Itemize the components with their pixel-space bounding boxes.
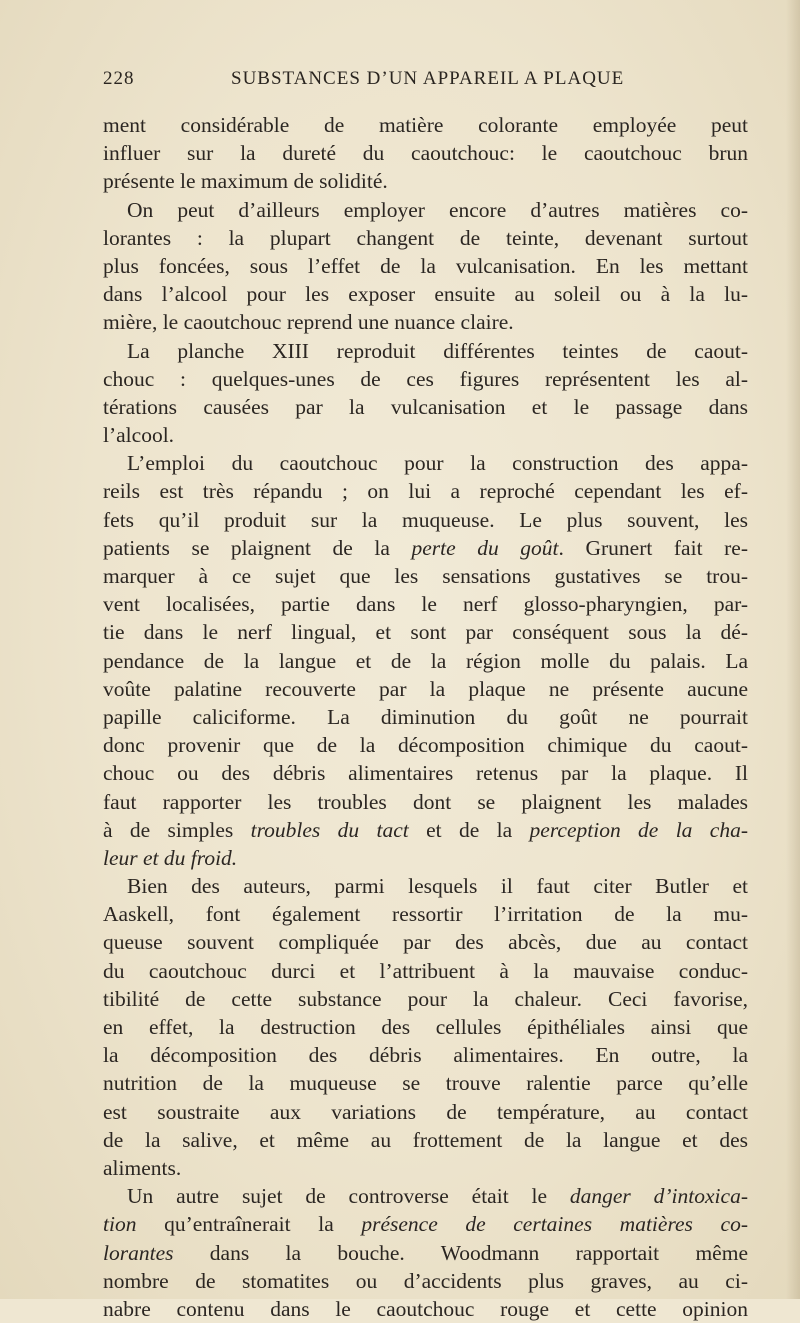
- text-line: [103, 421, 748, 449]
- text-segment: chouc : quelques-unes de ces figures représentent les al-: [103, 366, 748, 391]
- italic-text: perte du goût: [411, 535, 559, 560]
- text-line: [103, 477, 748, 505]
- text-line: [103, 393, 748, 421]
- text-line: [103, 252, 748, 280]
- text-line: [103, 928, 748, 956]
- text-line: [103, 731, 748, 759]
- text-segment: marquer à ce sujet que les sensations gustatives se trou-: [103, 564, 748, 588]
- text-segment: nombre de stomatites ou d’accidents plus graves, au ci-: [103, 1268, 748, 1293]
- page-edge-shadow: [786, 0, 800, 1299]
- text-line: [103, 1126, 748, 1154]
- text-line: [103, 590, 748, 618]
- text-line: [103, 1098, 748, 1126]
- text-line: [103, 1267, 748, 1295]
- text-line: [103, 1069, 748, 1097]
- text-segment: La planche XIII reproduit différentes teintes de caout-: [127, 338, 748, 363]
- italic-text: perception de la cha-: [529, 817, 748, 842]
- italic-text: danger d’intoxica-: [569, 1184, 748, 1209]
- text-segment: Bien des auteurs, parmi lesquels il faut citer Butler et: [127, 874, 748, 899]
- text-segment: qu’entraînerait la: [136, 1212, 362, 1237]
- text-segment: chouc ou des débris alimentaires retenus par la plaque. Il: [103, 761, 748, 786]
- text-segment: On peut d’ailleurs employer encore d’autres matières co-: [127, 197, 748, 222]
- body-text: [103, 111, 748, 1323]
- text-segment: mière, le caoutchouc reprend une nuance claire.: [103, 310, 514, 335]
- text-segment: du caoutchouc durci et l’attribuent à la mauvaise conduc-: [103, 958, 748, 983]
- text-line: [103, 111, 748, 139]
- text-segment: L’emploi du caoutchouc pour la construction des appa-: [127, 451, 748, 476]
- text-segment: reils est très répandu ; on lui a reproché cependant les ef-: [103, 479, 748, 504]
- text-line: [103, 816, 748, 844]
- italic-text: leur et du froid.: [103, 845, 238, 870]
- italic-text: troubles du tact: [250, 817, 409, 842]
- text-line: [103, 957, 748, 985]
- text-segment: est soustraite aux variations de température, au contact: [103, 1099, 748, 1124]
- text-line: [103, 1210, 748, 1238]
- text-segment: Aaskell, font également ressortir l’irritation de la mu-: [103, 902, 748, 927]
- text-line: [103, 365, 748, 393]
- text-line: [103, 1182, 748, 1210]
- text-segment: nabre contenu dans le caoutchouc rouge et cette opinion: [103, 1296, 748, 1321]
- text-line: [103, 196, 748, 224]
- text-segment: dans l’alcool pour les exposer ensuite au soleil ou à la lu-: [103, 282, 748, 307]
- text-segment: patients se plaignent de la: [103, 535, 412, 560]
- text-line: [103, 224, 748, 252]
- text-segment: pendance de la langue et de la région molle du palais. La: [103, 648, 748, 673]
- text-segment: aliments.: [103, 1155, 182, 1180]
- text-line: [103, 337, 748, 365]
- text-segment: vent localisées, partie dans le nerf glosso-pharyngien, par-: [103, 592, 748, 617]
- text-segment: voûte palatine recouverte par la plaque ne présente aucune: [103, 676, 748, 701]
- text-segment: plus foncées, sous l’effet de la vulcanisation. En les mettant: [103, 253, 748, 278]
- text-segment: fets qu’il produit sur la muqueuse. Le plus souvent, les: [103, 507, 748, 532]
- italic-text: présence de certaines matières co-: [361, 1212, 748, 1237]
- text-line: [103, 844, 748, 872]
- text-segment: . Grunert fait re-: [558, 535, 748, 560]
- text-line: [103, 534, 748, 562]
- text-line: [103, 1041, 748, 1069]
- italic-text: tion: [103, 1212, 137, 1237]
- text-segment: tie dans le nerf lingual, et sont par conséquent sous la dé-: [103, 620, 748, 645]
- text-line: [103, 449, 748, 477]
- text-segment: en effet, la destruction des cellules épithéliales ainsi que: [103, 1015, 748, 1039]
- text-line: [103, 759, 748, 787]
- text-line: [103, 872, 748, 900]
- text-segment: tibilité de cette substance pour la chaleur. Ceci favorise,: [103, 986, 748, 1011]
- text-segment: nutrition de la muqueuse se trouve ralentie parce qu’elle: [103, 1071, 748, 1096]
- text-segment: et de la: [408, 817, 530, 842]
- text-line: [103, 900, 748, 928]
- text-line: [103, 1013, 748, 1041]
- text-line: [103, 562, 748, 590]
- text-segment: influer sur la dureté du caoutchouc: le caoutchouc brun: [103, 141, 748, 166]
- text-segment: présente le maximum de solidité.: [103, 169, 388, 194]
- text-segment: la décomposition des débris alimentaires. En outre, la: [103, 1043, 748, 1068]
- text-line: [103, 139, 748, 167]
- italic-text: lorantes: [103, 1240, 174, 1265]
- text-segment: l’alcool.: [103, 423, 175, 448]
- text-line: [103, 167, 748, 195]
- running-head: [103, 68, 718, 98]
- text-segment: papille caliciforme. La diminution du goût ne pourrait: [103, 704, 748, 729]
- text-line: [103, 506, 748, 534]
- text-segment: de la salive, et même au frottement de la langue et des: [103, 1127, 748, 1152]
- running-title: SUBSTANCES D’UN APPAREIL A PLAQUE: [231, 68, 625, 89]
- text-line: [103, 788, 748, 816]
- text-segment: queuse souvent compliquée par des abcès, due au contact: [103, 930, 748, 955]
- text-segment: ment considérable de matière colorante employée peut: [103, 113, 748, 137]
- text-line: [103, 985, 748, 1013]
- text-line: [103, 1239, 748, 1267]
- text-segment: à de simples: [103, 817, 251, 842]
- text-line: [103, 308, 748, 336]
- text-line: [103, 647, 748, 675]
- text-line: [103, 675, 748, 703]
- text-segment: lorantes : la plupart changent de teinte, devenant surtout: [103, 225, 748, 250]
- text-line: [103, 280, 748, 308]
- text-line: [103, 1154, 748, 1182]
- page-number: 228: [103, 68, 135, 89]
- text-segment: faut rapporter les troubles dont se plaignent les malades: [103, 789, 748, 814]
- text-segment: térations causées par la vulcanisation et le passage dans: [103, 394, 748, 419]
- text-line: [103, 618, 748, 646]
- text-line: [103, 1295, 748, 1323]
- text-segment: donc provenir que de la décomposition chimique du caout-: [103, 733, 748, 758]
- text-line: [103, 703, 748, 731]
- text-segment: dans la bouche. Woodmann rapportait même: [173, 1240, 748, 1265]
- text-segment: Un autre sujet de controverse était le: [127, 1184, 570, 1209]
